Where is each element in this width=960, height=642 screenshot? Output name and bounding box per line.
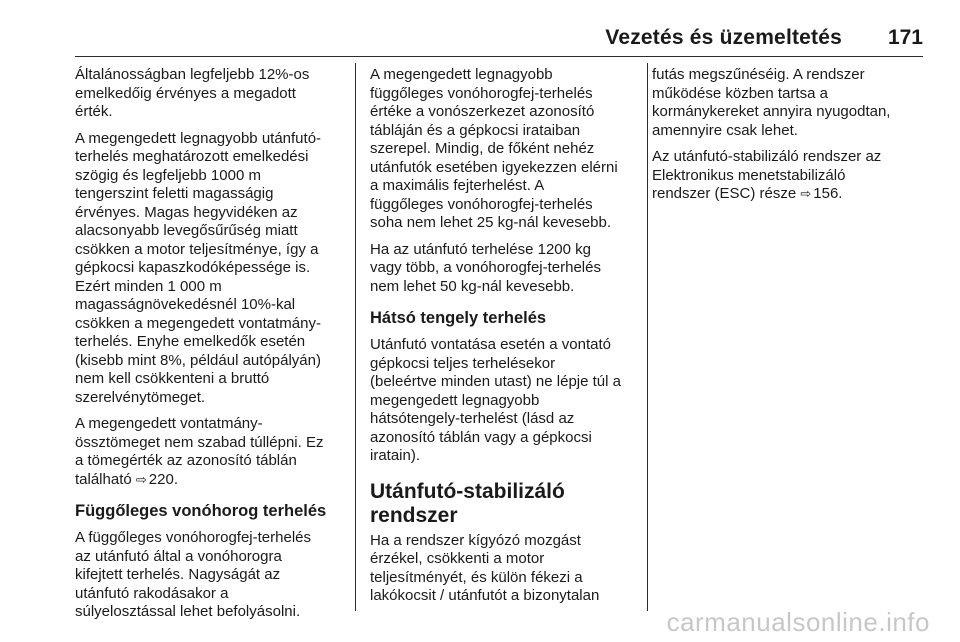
paragraph (75, 415, 345, 489)
column-2 (370, 66, 640, 614)
paragraph: A megengedett legnagyobb utánfutó- terhelés meghatározott emelkedési szögig és legfeljebb 1000 m tengerszint feletti magasságig érvényes. Magas hegyvidéken az alacsonyabb levegősűrűség miatt csökken a motor teljesítménye, így a gépkocsi kapaszkodóképessége is. Ezért minden 1 000 m magasságnövekedésnél 10%-kal csökken a megengedett vontatmány- terhelés. Enyhe emelkedők esetén (kisebb mint 8%, például autópályán) nem kell csökkenteni a bruttó szerelvénytömeget. (75, 129, 322, 406)
page-reference-link[interactable]: 156. (813, 185, 843, 202)
paragraph: Általánosságban legfeljebb 12%-os emelkedőig érvényes a megadott érték. (75, 66, 310, 120)
watermark: carmanualsonline.info (666, 607, 930, 637)
paragraph-text: Az utánfutó-stabilizáló rendszer az Elektronikus menetstabilizáló rendszer (ESC) része (652, 148, 882, 202)
chapter-heading: Utánfutó-stabilizáló rendszer (370, 479, 565, 527)
page-reference-link[interactable]: 220. (148, 470, 178, 488)
paragraph (652, 148, 922, 204)
section-heading: Függőleges vonóhorog terhelés (75, 502, 327, 520)
column-divider-2 (647, 63, 648, 611)
paragraph-text: A megengedett vontatmány- össztömeget nem szabad túllépni. Ez a tömegérték az azonosító táblán található (75, 415, 324, 488)
reference-arrow-icon: ⇨ (135, 471, 147, 487)
page-header (0, 22, 960, 54)
paragraph: Ha a rendszer kígyózó mozgást érzékel, csökkenti a motor teljesítményét, és külön fékezi a lakókocsit / utánfutót a bizonytalan (370, 531, 600, 604)
column-3 (652, 66, 922, 212)
paragraph: Ha az utánfutó terhelése 1200 kg vagy több, a vonóhorogfej-terhelés nem lehet 50 kg-nál kevesebb. (370, 240, 601, 295)
section-heading: Hátsó tengely terhelés (370, 309, 547, 327)
paragraph: A függőleges vonóhorogfej-terhelés az utánfutó által a vonóhorogra kifejtett terhelés. Nagyságát az utánfutó rakodásakor a súlyelosztással lehet befolyásolni. (75, 529, 312, 620)
column-1 (75, 66, 345, 630)
reference-arrow-icon: ⇨ (800, 186, 812, 201)
paragraph: Utánfutó vontatása esetén a vontató gépkocsi teljes terhelésekor (beleértve minden utast) ne lépje túl a megengedett legnagyobb hátsótengely-terhelést (lásd az azonosító táblán vagy a gépkocsi iratain). (370, 336, 621, 464)
paragraph: futás megszűnéséig. A rendszer működése közben tartsa a kormánykereket annyira nyugodtan, amennyire csak lehet. (652, 66, 891, 139)
section-title: Vezetés és üzemeltetés (605, 26, 842, 49)
paragraph: A megengedett legnagyobb függőleges vonóhorogfej-terhelés értéke a vonószerkezet azonosító tábláján és a gépkocsi irataiban szerepel. Mindig, de főként nehéz utánfutók esetében igyekezzen elérni a maximális fejterhelést. A függőleges vonóhorogfej-terhelés soha nem lehet 25 kg-nál kevesebb. (370, 66, 618, 231)
header-divider (75, 56, 923, 57)
page-number: 171 (887, 26, 923, 49)
column-divider-1 (355, 63, 356, 611)
